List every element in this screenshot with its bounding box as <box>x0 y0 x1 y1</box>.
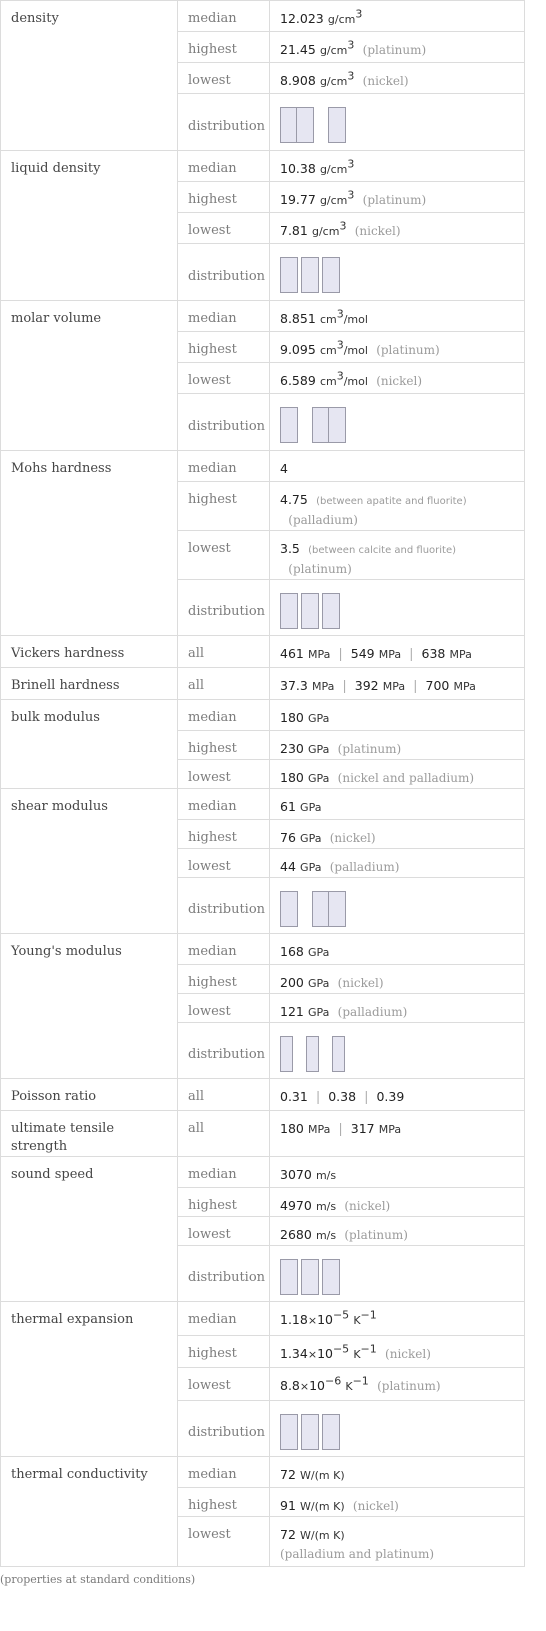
unit: cm <box>319 313 337 326</box>
note: (platinum) <box>377 1379 441 1393</box>
note: (palladium) <box>288 513 358 527</box>
distribution-histogram <box>280 107 346 143</box>
key-all: all <box>178 1111 270 1157</box>
histogram-bar <box>322 1414 340 1450</box>
value-cell <box>270 1079 525 1111</box>
key-distribution: distribution <box>178 1401 270 1457</box>
unit: GPa <box>300 861 322 874</box>
key-median: median <box>178 1 270 32</box>
unit: g/cm <box>319 75 348 88</box>
key-distribution: distribution <box>178 394 270 451</box>
note: (nickel) <box>385 1347 431 1361</box>
value: 7.81 <box>280 223 308 238</box>
unit: MPa <box>382 680 406 693</box>
unit-suffix: /mol <box>343 375 368 388</box>
value: 2680 <box>280 1227 312 1242</box>
value: 230 <box>280 741 304 756</box>
value: 180 <box>280 1121 304 1136</box>
value-cell <box>270 151 525 182</box>
value-cell <box>270 182 525 213</box>
key-median: median <box>178 789 270 820</box>
value-cell <box>270 994 525 1023</box>
histogram-bar <box>322 1259 340 1295</box>
distribution-histogram <box>280 257 346 293</box>
distribution-cell <box>270 394 525 451</box>
value-cell <box>270 1368 525 1401</box>
key-highest: highest <box>178 820 270 849</box>
unit: W/(m K) <box>300 1529 345 1542</box>
note: (palladium and platinum) <box>280 1547 435 1561</box>
key-all: all <box>178 668 270 700</box>
distribution-cell <box>270 580 525 636</box>
value: 638 <box>421 646 446 661</box>
value: 180 <box>280 770 304 785</box>
key-median: median <box>178 1302 270 1336</box>
key-highest: highest <box>178 182 270 213</box>
note: (nickel) <box>352 1499 399 1513</box>
key-lowest: lowest <box>178 1217 270 1246</box>
value: 8.8 <box>280 1378 300 1393</box>
value-cell <box>270 1 525 32</box>
key-median: median <box>178 451 270 482</box>
unit: MPa <box>453 680 476 693</box>
key-all: all <box>178 636 270 668</box>
row-label-density: density <box>1 1 178 151</box>
value: 1.18 <box>280 1312 308 1327</box>
histogram-bar <box>280 1259 298 1295</box>
note: (platinum) <box>376 343 440 357</box>
distribution-histogram <box>280 891 346 927</box>
unit-exponent: −1 <box>352 1374 369 1388</box>
key-highest: highest <box>178 1188 270 1217</box>
value-cell <box>270 451 525 482</box>
value: 700 <box>425 678 450 693</box>
value-cell <box>270 1188 525 1217</box>
row-label-mohs-hardness: Mohs hardness <box>1 451 178 636</box>
unit-suffix: /mol <box>343 344 368 357</box>
unit: GPa <box>308 977 330 990</box>
unit: cm <box>319 375 337 388</box>
histogram-bar <box>328 891 346 927</box>
unit: MPa <box>308 648 331 661</box>
note: (nickel and palladium) <box>337 771 475 785</box>
unit: g/cm <box>319 44 348 57</box>
unit-exponent: 3 <box>336 307 344 321</box>
unit: W/(m K) <box>300 1500 345 1513</box>
distribution-histogram <box>280 407 346 443</box>
key-distribution: distribution <box>178 878 270 934</box>
key-lowest: lowest <box>178 531 270 580</box>
distribution-cell <box>270 94 525 151</box>
key-lowest: lowest <box>178 63 270 94</box>
row-label-vickers-hardness: Vickers hardness <box>1 636 178 668</box>
value: 121 <box>280 1004 304 1019</box>
value-cell <box>270 1457 525 1488</box>
unit: g/cm <box>319 194 348 207</box>
distribution-cell <box>270 244 525 301</box>
value-cell <box>270 1111 525 1157</box>
value-cell <box>270 32 525 63</box>
unit: m/s <box>315 1229 337 1242</box>
key-distribution: distribution <box>178 244 270 301</box>
value-cell <box>270 636 525 668</box>
value: 200 <box>280 975 304 990</box>
value-cell <box>270 965 525 994</box>
note: (nickel) <box>329 831 376 845</box>
unit: MPa <box>378 1123 402 1136</box>
histogram-bar <box>328 407 346 443</box>
key-lowest: lowest <box>178 760 270 789</box>
histogram-bar <box>322 593 340 629</box>
histogram-bar <box>280 1036 293 1072</box>
base-ten: 10 <box>317 1346 333 1361</box>
value-cell <box>270 934 525 965</box>
note: (palladium) <box>329 860 400 874</box>
value: 3.5 <box>280 541 300 556</box>
histogram-bar <box>301 257 319 293</box>
key-lowest: lowest <box>178 849 270 878</box>
value-cell <box>270 363 525 394</box>
unit-exponent: 3 <box>347 157 355 171</box>
separator: | <box>338 1122 343 1137</box>
unit-exponent: 3 <box>339 219 347 233</box>
unit: GPa <box>308 772 330 785</box>
unit-suffix: /mol <box>343 313 368 326</box>
unit: GPa <box>300 832 322 845</box>
key-distribution: distribution <box>178 580 270 636</box>
distribution-histogram <box>280 593 346 629</box>
value: 0.38 <box>328 1089 357 1104</box>
value-cell <box>270 668 525 700</box>
times-sign: × <box>307 1348 318 1361</box>
unit: g/cm <box>311 225 340 238</box>
value-cell <box>270 1488 525 1517</box>
times-sign: × <box>307 1314 318 1327</box>
unit: GPa <box>300 801 322 814</box>
histogram-bar <box>332 1036 345 1072</box>
key-highest: highest <box>178 965 270 994</box>
value: 1.34 <box>280 1346 308 1361</box>
separator: | <box>315 1090 321 1105</box>
base-ten: 10 <box>317 1312 333 1327</box>
value: 6.589 <box>280 373 316 388</box>
histogram-bar <box>280 1414 298 1450</box>
key-distribution: distribution <box>178 94 270 151</box>
value-cell <box>270 332 525 363</box>
value: 461 <box>280 646 304 661</box>
distribution-cell <box>270 1401 525 1457</box>
value: 3070 <box>280 1167 312 1182</box>
key-lowest: lowest <box>178 994 270 1023</box>
unit: MPa <box>308 1123 331 1136</box>
row-label-thermal-expansion: thermal expansion <box>1 1302 178 1457</box>
unit: GPa <box>308 946 330 959</box>
unit: W/(m K) <box>300 1469 345 1482</box>
distribution-cell <box>270 1246 525 1302</box>
value-cell <box>270 1217 525 1246</box>
histogram-bar <box>301 593 319 629</box>
histogram-bar <box>301 1259 319 1295</box>
value: 180 <box>280 710 304 725</box>
exponent: −5 <box>332 1342 350 1356</box>
distribution-cell <box>270 1023 525 1079</box>
value: 10.38 <box>280 161 316 176</box>
value-cell <box>270 482 525 531</box>
value: 0.39 <box>376 1089 405 1104</box>
key-highest: highest <box>178 731 270 760</box>
value: 44 <box>280 859 296 874</box>
value-cell <box>270 789 525 820</box>
histogram-bar <box>280 257 298 293</box>
value: 168 <box>280 944 304 959</box>
value-cell <box>270 213 525 244</box>
unit-exponent: 3 <box>347 38 355 52</box>
unit: g/cm <box>327 13 356 26</box>
unit-exponent: 3 <box>336 338 344 352</box>
row-label-youngs-modulus: Young's modulus <box>1 934 178 1079</box>
unit: K <box>353 1314 361 1327</box>
distribution-cell <box>270 878 525 934</box>
row-label-liquid-density: liquid density <box>1 151 178 301</box>
value: 91 <box>280 1498 296 1513</box>
unit: K <box>353 1348 361 1361</box>
unit-exponent: 3 <box>336 369 344 383</box>
histogram-bar <box>280 593 298 629</box>
key-lowest: lowest <box>178 1368 270 1401</box>
base-ten: 10 <box>309 1378 326 1393</box>
row-label-bulk-modulus: bulk modulus <box>1 700 178 789</box>
unit: GPa <box>308 712 330 725</box>
unit: GPa <box>308 743 330 756</box>
value: 21.45 <box>280 42 316 57</box>
key-median: median <box>178 1457 270 1488</box>
separator: | <box>364 1090 369 1105</box>
value: 8.851 <box>280 311 316 326</box>
value: 76 <box>280 830 296 845</box>
value: 19.77 <box>280 192 316 207</box>
row-label-ultimate-tensile-strength: ultimate tensile strength <box>1 1111 178 1157</box>
row-label-thermal-conductivity: thermal conductivity <box>1 1457 178 1567</box>
value-cell <box>270 849 525 878</box>
key-distribution: distribution <box>178 1023 270 1079</box>
unit-exponent: −1 <box>360 1308 377 1322</box>
key-all: all <box>178 1079 270 1111</box>
value: 4970 <box>280 1198 312 1213</box>
key-median: median <box>178 151 270 182</box>
distribution-histogram <box>280 1036 346 1072</box>
note: (nickel) <box>344 1199 391 1213</box>
key-highest: highest <box>178 332 270 363</box>
note: (platinum) <box>288 562 352 576</box>
value-cell <box>270 1157 525 1188</box>
value-cell <box>270 301 525 332</box>
distribution-histogram <box>280 1414 346 1450</box>
note: (platinum) <box>344 1228 408 1242</box>
value-cell <box>270 63 525 94</box>
key-median: median <box>178 1157 270 1188</box>
separator: | <box>409 647 414 662</box>
unit-exponent: 3 <box>347 69 355 83</box>
key-median: median <box>178 301 270 332</box>
unit: MPa <box>311 680 335 693</box>
unit: cm <box>319 344 337 357</box>
value: 4.75 <box>280 492 308 507</box>
scale-note: (between calcite and fluorite) <box>308 545 457 556</box>
unit: g/cm <box>319 163 348 176</box>
histogram-bar <box>306 1036 319 1072</box>
unit: GPa <box>308 1006 330 1019</box>
note: (platinum) <box>362 43 427 57</box>
value-cell <box>270 1517 525 1567</box>
unit-exponent: −1 <box>360 1342 377 1356</box>
value: 37.3 <box>280 678 308 693</box>
unit: MPa <box>449 648 472 661</box>
note: (nickel) <box>376 374 423 388</box>
key-highest: highest <box>178 482 270 531</box>
row-label-poisson-ratio: Poisson ratio <box>1 1079 178 1111</box>
row-label-sound-speed: sound speed <box>1 1157 178 1302</box>
value: 12.023 <box>280 11 324 26</box>
note: (nickel) <box>337 976 384 990</box>
note: (nickel) <box>362 74 409 88</box>
key-median: median <box>178 934 270 965</box>
value-cell <box>270 1336 525 1368</box>
unit: m/s <box>315 1200 337 1213</box>
note: (platinum) <box>362 193 427 207</box>
separator: | <box>338 647 343 662</box>
value: 72 <box>280 1527 296 1542</box>
histogram-bar <box>301 1414 319 1450</box>
row-label-shear-modulus: shear modulus <box>1 789 178 934</box>
unit: m/s <box>315 1169 337 1182</box>
key-highest: highest <box>178 1488 270 1517</box>
scale-note: (between apatite and fluorite) <box>316 496 467 507</box>
histogram-bar <box>322 257 340 293</box>
histogram-bar <box>280 407 298 443</box>
key-highest: highest <box>178 1336 270 1368</box>
note: (nickel) <box>354 224 401 238</box>
exponent: −6 <box>325 1374 342 1388</box>
key-lowest: lowest <box>178 213 270 244</box>
separator: | <box>413 679 418 694</box>
footer-note: (properties at standard conditions) <box>0 1573 196 1586</box>
histogram-bar <box>328 107 346 143</box>
value: 549 <box>350 646 375 661</box>
value-cell <box>270 531 525 580</box>
value-cell <box>270 820 525 849</box>
value-cell <box>270 760 525 789</box>
unit-exponent: 3 <box>347 188 355 202</box>
unit: MPa <box>378 648 402 661</box>
row-label-brinell-hardness: Brinell hardness <box>1 668 178 700</box>
value: 61 <box>280 799 296 814</box>
unit-exponent: 3 <box>355 7 363 21</box>
key-lowest: lowest <box>178 1517 270 1567</box>
value: 9.095 <box>280 342 316 357</box>
value-cell <box>270 700 525 731</box>
histogram-bar <box>280 891 298 927</box>
value: 392 <box>354 678 379 693</box>
key-highest: highest <box>178 32 270 63</box>
unit: K <box>345 1380 353 1393</box>
histogram-bar <box>296 107 314 143</box>
key-distribution: distribution <box>178 1246 270 1302</box>
value: 8.908 <box>280 73 316 88</box>
times-sign: × <box>299 1380 310 1393</box>
value: 0.31 <box>280 1089 308 1104</box>
value: 72 <box>280 1467 296 1482</box>
value: 4 <box>280 461 288 476</box>
note: (platinum) <box>337 742 402 756</box>
exponent: −5 <box>332 1308 350 1322</box>
note: (palladium) <box>337 1005 408 1019</box>
distribution-histogram <box>280 1259 346 1295</box>
separator: | <box>342 679 347 694</box>
key-median: median <box>178 700 270 731</box>
value: 317 <box>350 1121 375 1136</box>
row-label-molar-volume: molar volume <box>1 301 178 451</box>
value-cell <box>270 1302 525 1336</box>
value-cell <box>270 731 525 760</box>
key-lowest: lowest <box>178 363 270 394</box>
